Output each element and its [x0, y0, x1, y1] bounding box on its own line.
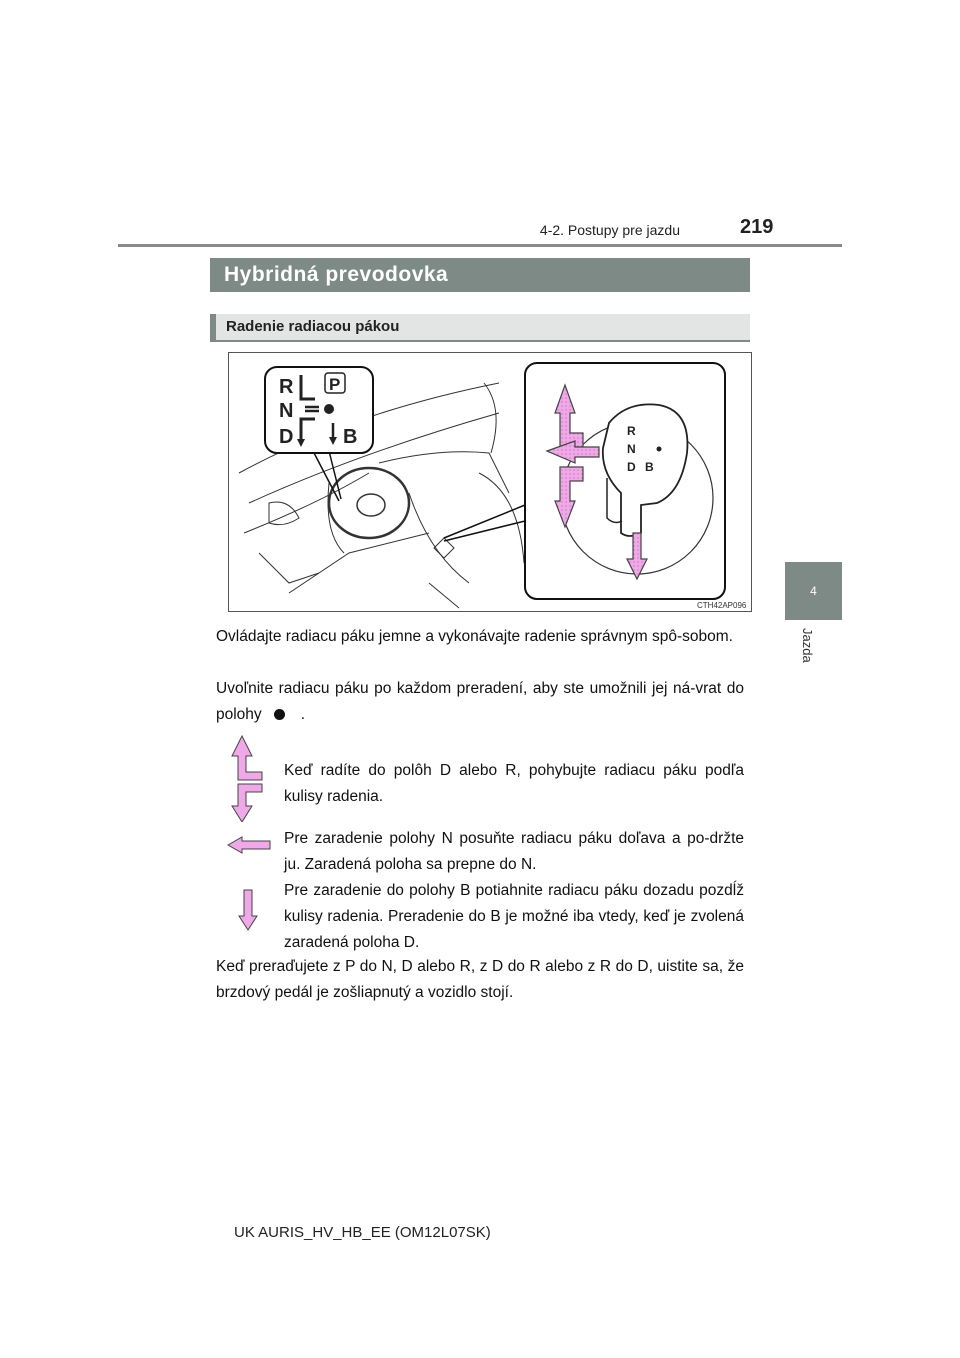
shift-gate-diagram: [265, 367, 373, 453]
shift-lever-figure: [228, 352, 752, 612]
chapter-label: Jazda: [800, 628, 815, 663]
paragraph-release-lever-text: Uvoľnite radiacu páku po každom preradení, aby ste umožnili jej ná-vrat do polohy: [216, 680, 744, 723]
page-number: 219: [740, 216, 774, 238]
gate-letter-d: D: [279, 426, 294, 448]
home-position-dot-icon: [324, 404, 334, 414]
d-r-arrow-legend-icon: [228, 732, 268, 822]
car-interior-illustration: [229, 353, 751, 611]
down-arrow-legend-icon: [238, 888, 258, 932]
left-arrow-legend-icon: [226, 836, 272, 854]
section-title: Hybridná prevodovka: [224, 263, 449, 286]
svg-text:D: D: [627, 460, 636, 474]
legend-item-d-r: Keď radíte do polôh D alebo R, pohybujte radiacu páku podľa kulisy radenia.: [284, 762, 744, 805]
figure-code: CTH42AP096: [697, 601, 747, 610]
gate-letter-p: P: [329, 375, 341, 394]
gate-letter-r: R: [279, 376, 294, 398]
subsection-title-bar: [210, 314, 750, 342]
paragraph-brake-pedal: Keď preraďujete z P do N, D alebo R, z D do R alebo z R do D, uistite sa, že brzdový pedál je zošliapnutý a vozidlo stojí.: [216, 958, 744, 1001]
header-rule: [118, 244, 842, 247]
legend-item-b: Pre zaradenie do polohy B potiahnite radiacu páku dozadu pozdĺž kulisy radenia. Preradenie do B je možné iba vtedy, keď je zvolená zaradená poloha D.: [284, 882, 744, 951]
chapter-number: 4: [810, 584, 817, 598]
paragraph-operate-gently: Ovládajte radiacu páku jemne a vykonávajte radenie správnym spô-sobom.: [216, 628, 733, 645]
shift-knob-closeup: [525, 363, 725, 599]
svg-text:B: B: [645, 460, 654, 474]
svg-text:N: N: [627, 442, 636, 456]
footer-model-code: UK AURIS_HV_HB_EE (OM12L07SK): [234, 1224, 491, 1241]
gate-letter-n: N: [279, 400, 294, 422]
legend-item-n: Pre zaradenie polohy N posuňte radiacu páku doľava a po-držte ju. Zaradená poloha sa prepne do N.: [284, 830, 744, 873]
chapter-tab: [785, 562, 842, 620]
subsection-title: Radenie radiacou pákou: [226, 318, 400, 335]
section-title-bar: [210, 258, 750, 292]
paragraph-release-lever: [216, 676, 744, 728]
steering-wheel: [329, 468, 409, 538]
section-reference: 4-2. Postupy pre jazdu: [539, 222, 680, 238]
home-position-dot-icon: [274, 709, 285, 720]
svg-text:R: R: [627, 424, 636, 438]
paragraph-release-lever-end: .: [300, 706, 305, 723]
gate-letter-b: B: [343, 426, 358, 448]
